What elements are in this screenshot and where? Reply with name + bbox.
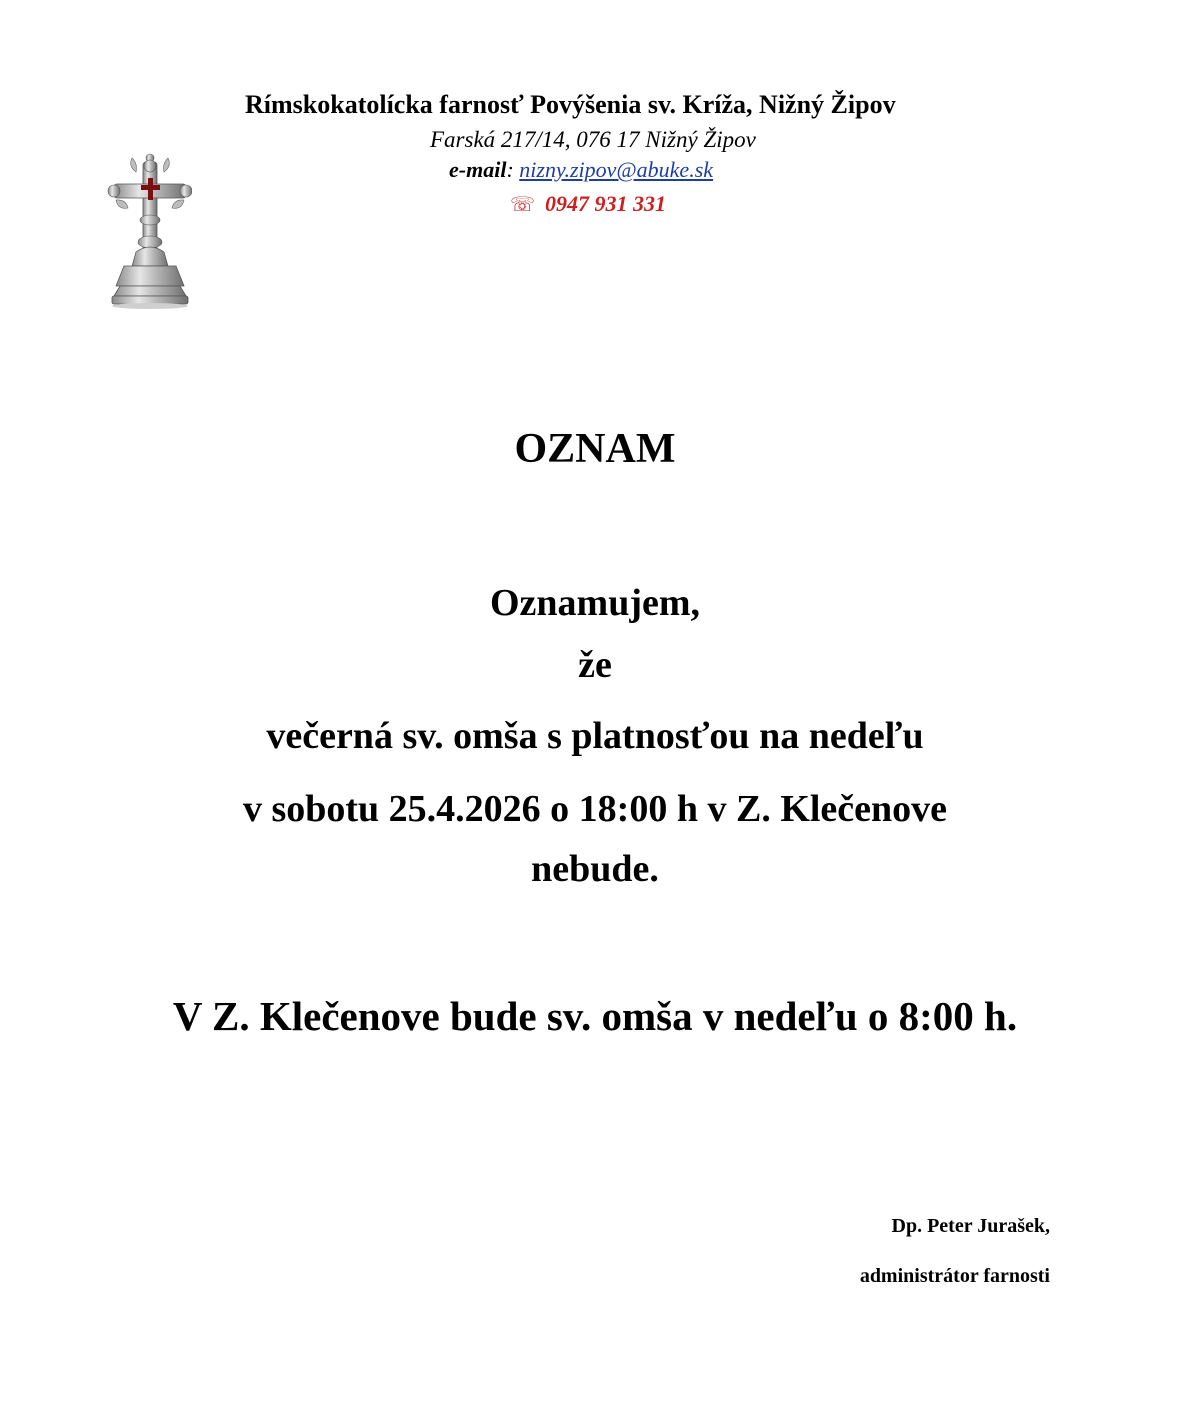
parish-address: Farská 217/14, 076 17 Nižný Žipov	[430, 127, 756, 152]
email-separator: :	[506, 157, 514, 182]
notice-heading: OZNAM	[514, 426, 676, 472]
notice-followup: V Z. Klečenove bude sv. omša v nedeľu o 8:00 h.	[172, 993, 1018, 1039]
phone-icon: ☏	[510, 192, 536, 216]
notice-line: v sobotu 25.4.2026 o 18:00 h v Z. Klečenove	[242, 788, 948, 830]
signature-role: administrátor farnosti	[859, 1265, 1050, 1287]
cross-icon	[106, 152, 192, 310]
email-link[interactable]: nizny.zipov@abuke.sk	[519, 157, 714, 182]
phone-number: 0947 931 331	[545, 191, 667, 216]
parish-phone-line	[510, 193, 666, 215]
notice-line: nebude.	[531, 848, 659, 890]
signature-name: Dp. Peter Jurašek,	[891, 1215, 1050, 1237]
notice-line: že	[578, 644, 612, 686]
parish-email-line	[449, 159, 713, 181]
email-label: e-mail	[449, 157, 507, 182]
notice-line: Oznamujem,	[489, 582, 701, 624]
notice-line: večerná sv. omša s platnosťou na nedeľu	[266, 715, 924, 757]
parish-title: Rímskokatolícka farnosť Povýšenia sv. Kríža, Nižný Žipov	[245, 90, 896, 119]
